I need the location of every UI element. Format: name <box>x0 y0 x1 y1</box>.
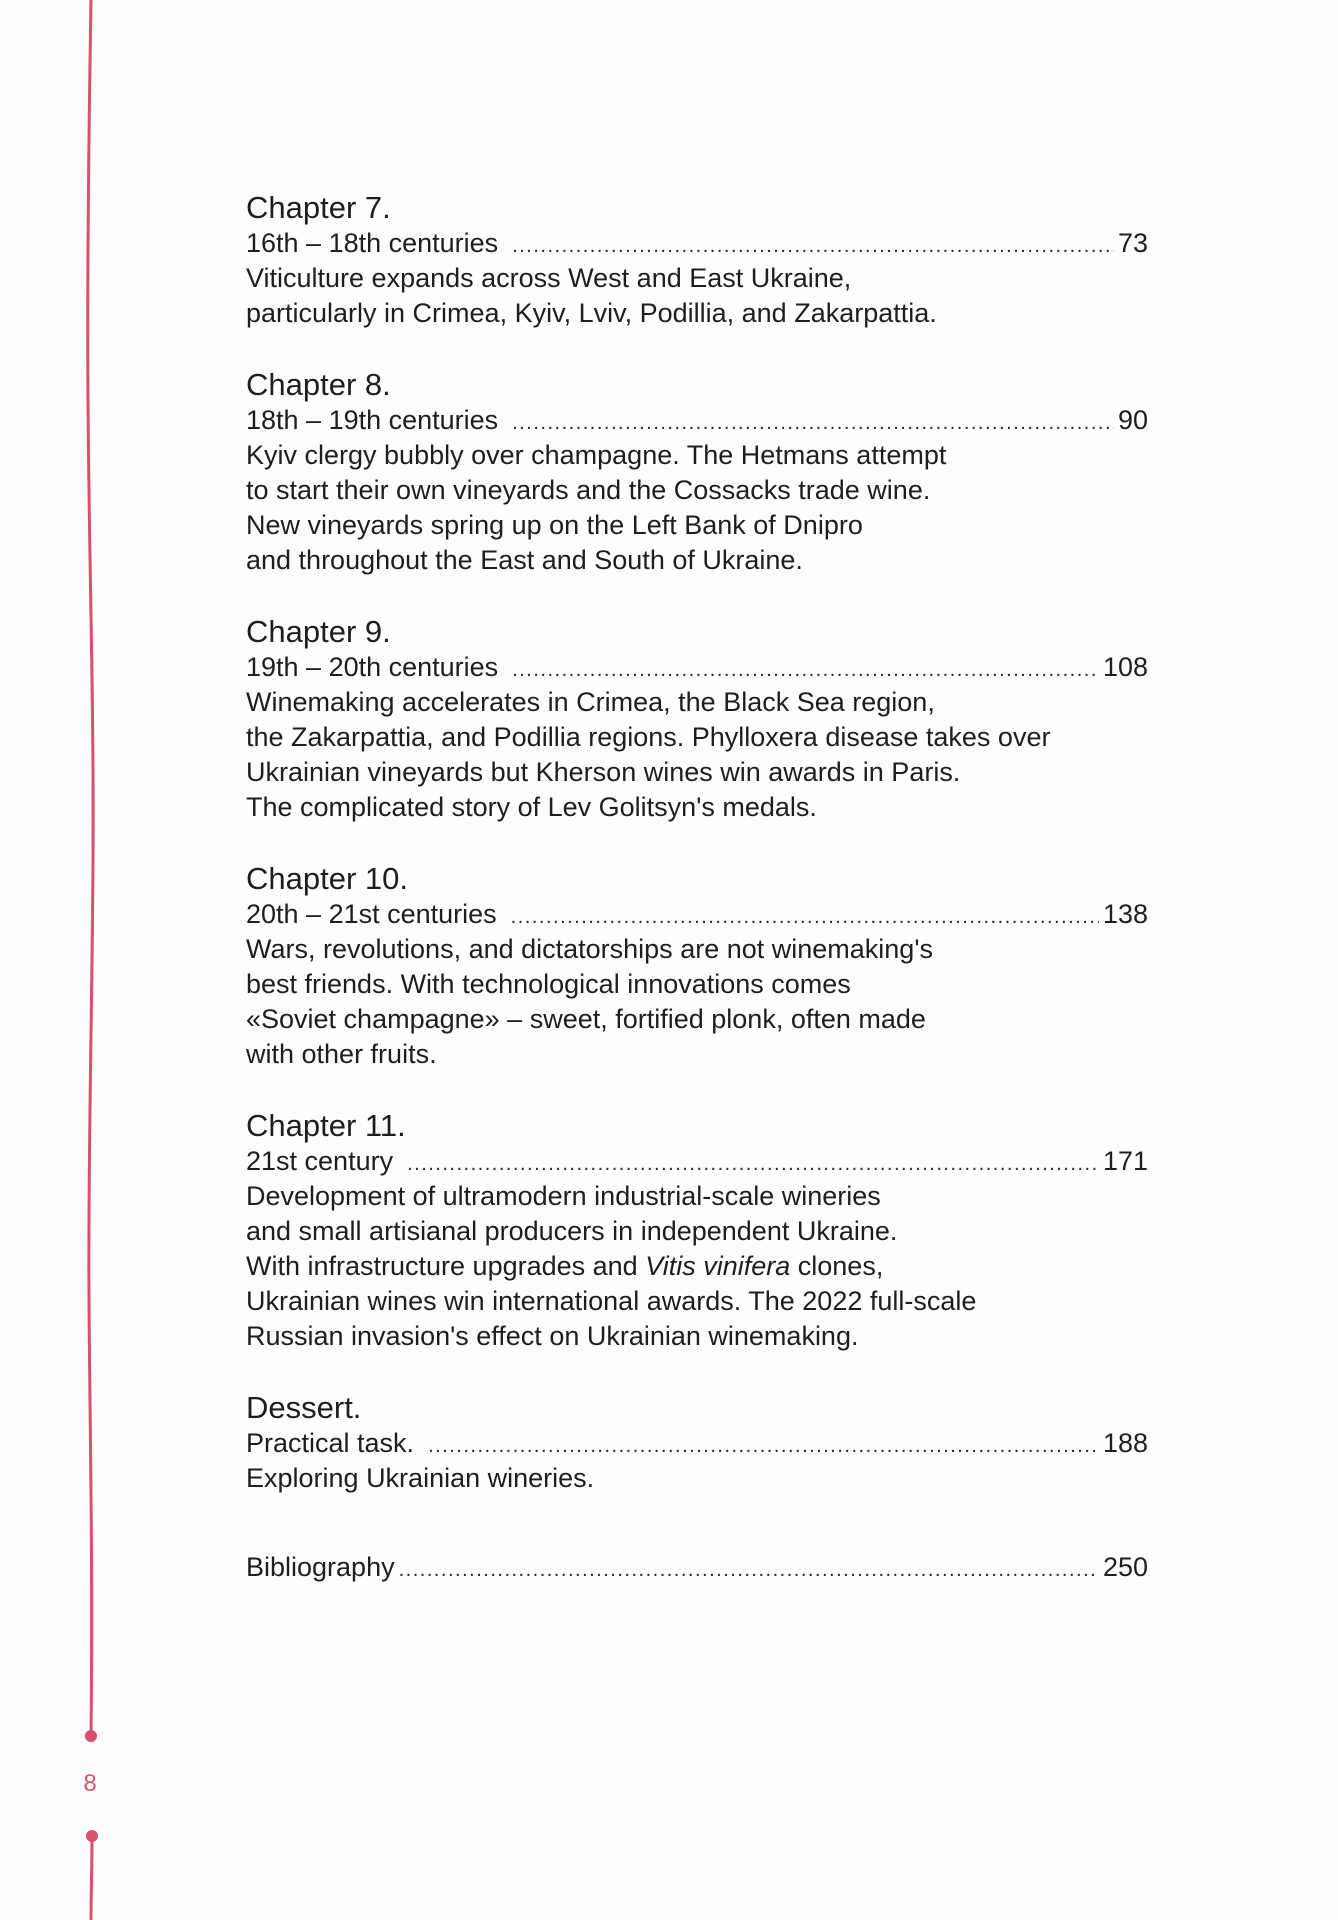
chapter-description <box>246 438 1148 578</box>
dot-leader <box>399 1553 1099 1588</box>
description-line: best friends. With technological innovations comes <box>246 969 851 999</box>
description-line: «Soviet champagne» – sweet, fortified plonk, often made <box>246 1004 926 1034</box>
dot-leader <box>428 1429 1099 1464</box>
toc-row[interactable] <box>246 1426 1148 1461</box>
description-text: With infrastructure upgrades and <box>246 1251 646 1281</box>
description-line: The complicated story of Lev Golitsyn's medals. <box>246 792 817 822</box>
description-line: Ukrainian wines win international awards. The 2022 full-scale <box>246 1286 977 1316</box>
chapter-title: Chapter 8. <box>246 367 391 402</box>
page-number: 8 <box>83 1770 97 1797</box>
toc-row[interactable] <box>246 650 1148 685</box>
margin-decoration-line <box>0 0 140 1920</box>
page-ref: 73 <box>1117 228 1148 258</box>
description-line <box>246 1249 1148 1284</box>
chapter-description <box>246 261 1148 331</box>
species-name-italic: Vitis vinifera <box>645 1251 791 1281</box>
page-ref: 250 <box>1102 1552 1148 1582</box>
page-ref: 188 <box>1102 1428 1148 1458</box>
page-ref: 138 <box>1102 899 1148 929</box>
dot-leader <box>512 653 1099 688</box>
toc-row[interactable] <box>246 1550 1148 1585</box>
description-line: Ukrainian vineyards but Kherson wines win awards in Paris. <box>246 757 961 787</box>
toc-entry-chapter-10 <box>246 861 1148 1072</box>
chapter-title: Chapter 11. <box>246 1108 406 1143</box>
chapter-description <box>246 1461 1148 1496</box>
page-ref: 108 <box>1102 652 1148 682</box>
table-of-contents <box>246 190 1148 1621</box>
description-line: Wars, revolutions, and dictatorships are not winemaking's <box>246 934 933 964</box>
dot-leader <box>511 900 1099 935</box>
toc-entry-chapter-9 <box>246 614 1148 825</box>
period-label: 21st century <box>246 1146 394 1176</box>
toc-entry-chapter-11 <box>246 1108 1148 1354</box>
toc-entry-chapter-8 <box>246 367 1148 578</box>
description-line: Winemaking accelerates in Crimea, the Black Sea region, <box>246 687 935 717</box>
description-line: Viticulture expands across West and East Ukraine, <box>246 263 852 293</box>
chapter-title: Chapter 9. <box>246 614 391 649</box>
description-line: with other fruits. <box>246 1039 437 1069</box>
chapter-description <box>246 932 1148 1072</box>
chapter-title: Chapter 10. <box>246 861 408 896</box>
toc-row[interactable] <box>246 1144 1148 1179</box>
chapter-description <box>246 1179 1148 1354</box>
description-text: clones, <box>790 1251 884 1281</box>
description-line: the Zakarpattia, and Podillia regions. Phylloxera disease takes over <box>246 722 1051 752</box>
page-ref: 90 <box>1117 405 1148 435</box>
description-line: Development of ultramodern industrial-scale wineries <box>246 1181 881 1211</box>
description-line: Exploring Ukrainian wineries. <box>246 1463 595 1493</box>
chapter-title: Chapter 7. <box>246 190 391 225</box>
dot-leader <box>512 406 1114 441</box>
chapter-title: Dessert. <box>246 1390 362 1425</box>
period-label: 19th – 20th centuries <box>246 652 499 682</box>
page-ref: 171 <box>1102 1146 1148 1176</box>
period-label: 20th – 21st centuries <box>246 899 497 929</box>
description-line: and throughout the East and South of Ukraine. <box>246 545 803 575</box>
section-label: Practical task. <box>246 1428 415 1458</box>
toc-entry-dessert <box>246 1390 1148 1496</box>
chapter-description <box>246 685 1148 825</box>
description-line: to start their own vineyards and the Cossacks trade wine. <box>246 475 931 505</box>
toc-row[interactable] <box>246 897 1148 932</box>
toc-entry-chapter-7 <box>246 190 1148 331</box>
dot-leader <box>407 1147 1099 1182</box>
toc-row[interactable] <box>246 403 1148 438</box>
description-line: and small artisianal producers in independent Ukraine. <box>246 1216 898 1246</box>
period-label: 16th – 18th centuries <box>246 228 499 258</box>
bibliography-label: Bibliography <box>246 1552 395 1582</box>
dot-leader <box>512 229 1114 264</box>
period-label: 18th – 19th centuries <box>246 405 499 435</box>
toc-entry-bibliography <box>246 1550 1148 1585</box>
description-line: Kyiv clergy bubbly over champagne. The Hetmans attempt <box>246 440 947 470</box>
description-line: New vineyards spring up on the Left Bank of Dnipro <box>246 510 863 540</box>
description-line: particularly in Crimea, Kyiv, Lviv, Podillia, and Zakarpattia. <box>246 298 937 328</box>
toc-row[interactable] <box>246 226 1148 261</box>
description-line: Russian invasion's effect on Ukrainian winemaking. <box>246 1321 859 1351</box>
